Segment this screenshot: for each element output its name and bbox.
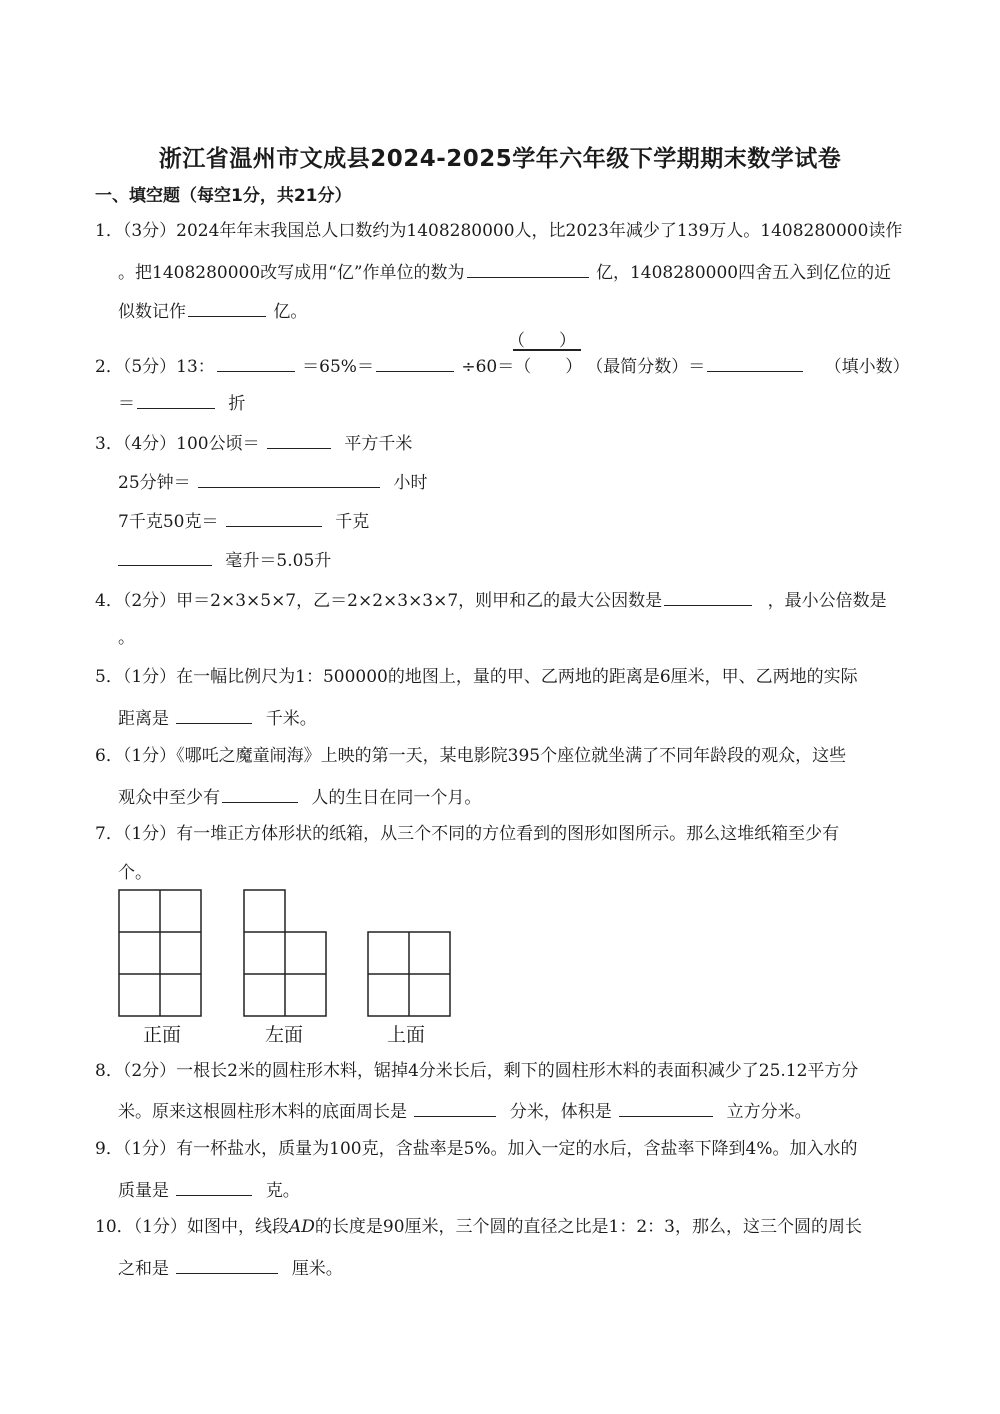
q3-line-3	[118, 509, 369, 533]
q2-blank-4[interactable]	[137, 391, 215, 409]
q5-blank-1[interactable]	[176, 706, 252, 724]
q2-fraction-bar	[513, 349, 581, 351]
q9-text-b1: 质量是	[118, 1181, 169, 1201]
q8-line-1: 8．（2分）一根长2米的圆柱形木料，锯掉4分米长后，剩下的圆柱形木料的表面积减少了25.12平方分	[95, 1061, 859, 1081]
q2-text-b2: 折	[228, 394, 246, 414]
q3-line-1	[95, 431, 412, 455]
q3-blank-2[interactable]	[198, 470, 380, 488]
q8-blank-2[interactable]	[619, 1099, 713, 1117]
q8-blank-1[interactable]	[414, 1099, 496, 1117]
q1-line-3	[118, 299, 307, 323]
q4-text-a2: ，最小公倍数是	[767, 591, 887, 611]
q10-text-a1: 10．（1分）如图中，线段	[95, 1217, 289, 1237]
q2-fraction-numerator: （ ）	[508, 331, 576, 351]
q10-line-1	[95, 1216, 862, 1238]
q2-text-a2: ＝65%＝	[302, 357, 374, 377]
q6-blank-1[interactable]	[222, 785, 298, 803]
q5-line-2	[118, 706, 317, 730]
q3-text-a2: 平方千米	[344, 434, 413, 454]
top-view-caption: 上面	[387, 1024, 426, 1046]
q1-text-c2: 亿。	[273, 302, 308, 322]
q2-blank-2[interactable]	[376, 354, 454, 372]
q5-line-1: 5．（1分）在一幅比例尺为1：500000的地图上，量的甲、乙两地的距离是6厘米，甲、乙两地的实际	[95, 667, 858, 687]
q3-blank-1[interactable]	[267, 431, 331, 449]
q1-line-1: 1．（3分）2024年年末我国总人口数约为1408280000人，比2023年减少了139万人。1408280000读作	[95, 221, 903, 241]
q8-text-b1: 米。原来这根圆柱形木料的底面周长是	[118, 1102, 407, 1122]
q3-text-c2: 千克	[335, 512, 370, 532]
front-view-grid	[119, 890, 201, 1016]
section-heading: 一、填空题（每空1分，共21分）	[95, 186, 352, 206]
q4-text-a1: 4．（2分）甲＝2×3×5×7，乙＝2×2×3×3×7，则甲和乙的最大公因数是	[95, 591, 663, 611]
q6-line-2	[118, 785, 481, 809]
q3-text-c1: 7千克50克＝	[118, 512, 219, 532]
q4-blank-1[interactable]	[664, 588, 752, 606]
q10-segment-label: AD	[288, 1217, 315, 1237]
q4-line-2: 。	[118, 628, 135, 648]
page-title: 浙江省温州市文成县2024-2025学年六年级下学期期末数学试卷	[158, 146, 842, 172]
left-view-caption: 左面	[265, 1024, 304, 1046]
q10-text-b1: 之和是	[118, 1259, 169, 1279]
q4-line-1	[95, 588, 887, 612]
q1-text-b2: 亿，1408280000四舍五入到亿位的近	[595, 263, 892, 283]
q7-line-2: 个。	[118, 863, 152, 883]
q2-text-b1: ＝	[118, 394, 135, 414]
q9-text-b2: 克。	[265, 1181, 300, 1201]
q3-line-2	[118, 470, 427, 494]
q3-text-b2: 小时	[393, 473, 428, 493]
q9-line-2	[118, 1178, 300, 1202]
q9-line-1: 9．（1分）有一杯盐水，质量为100克，含盐率是5%。加入一定的水后，含盐率下降到4%。加入水的	[95, 1139, 858, 1159]
q2-text-a3: ÷60＝	[461, 357, 515, 377]
q3-blank-4[interactable]	[118, 548, 212, 566]
q8-text-b2: 分米，体积是	[509, 1102, 612, 1122]
q2-text-a4: （最简分数）＝	[586, 357, 706, 377]
q1-line-2	[118, 260, 891, 284]
q2-text-a5: （填小数）	[824, 357, 910, 377]
q3-line-4	[118, 548, 331, 572]
top-view-grid	[368, 932, 450, 1016]
q1-text-b1: 。把1408280000改写成用“亿”作单位的数为	[118, 263, 465, 283]
q10-line-2	[118, 1256, 343, 1280]
q3-text-a1: 3．（4分）100公顷＝	[95, 434, 260, 454]
front-view-caption: 正面	[143, 1024, 182, 1046]
q10-text-a2: 的长度是90厘米，三个圆的直径之比是1：2：3，那么，这三个圆的周长	[314, 1217, 862, 1237]
q7-line-1: 7．（1分）有一堆正方体形状的纸箱，从三个不同的方位看到的图形如图所示。那么这堆纸箱至少有	[95, 824, 840, 844]
q5-text-b1: 距离是	[118, 709, 169, 729]
q8-text-b3: 立方分米。	[726, 1102, 812, 1122]
q8-line-2	[118, 1099, 812, 1123]
q2-line-1	[95, 354, 910, 378]
q2-line-2	[118, 391, 245, 415]
q2-blank-1[interactable]	[217, 354, 295, 372]
left-view-grid	[244, 890, 326, 1016]
q1-text-c1: 似数记作	[118, 302, 186, 322]
q10-text-b2: 厘米。	[291, 1259, 343, 1279]
q10-blank-1[interactable]	[176, 1256, 278, 1274]
q2-text-a1: 2．（5分）13：	[95, 357, 215, 377]
q6-text-b1: 观众中至少有	[118, 788, 220, 808]
q2-blank-3[interactable]	[707, 354, 803, 372]
q6-line-1: 6．（1分）《哪吒之魔童闹海》上映的第一天，某电影院395个座位就坐满了不同年龄段的观众，这些	[95, 746, 847, 766]
q1-blank-2[interactable]	[188, 299, 266, 317]
q1-blank-1[interactable]	[467, 260, 589, 278]
q9-blank-1[interactable]	[176, 1178, 252, 1196]
q3-text-b1: 25分钟＝	[118, 473, 191, 493]
q3-blank-3[interactable]	[226, 509, 322, 527]
q2-fraction-denominator: （ ）	[514, 357, 583, 377]
q5-text-b2: 千米。	[265, 709, 317, 729]
q3-text-d: 毫升＝5.05升	[225, 551, 332, 571]
q6-text-b2: 人的生日在同一个月。	[311, 788, 482, 808]
